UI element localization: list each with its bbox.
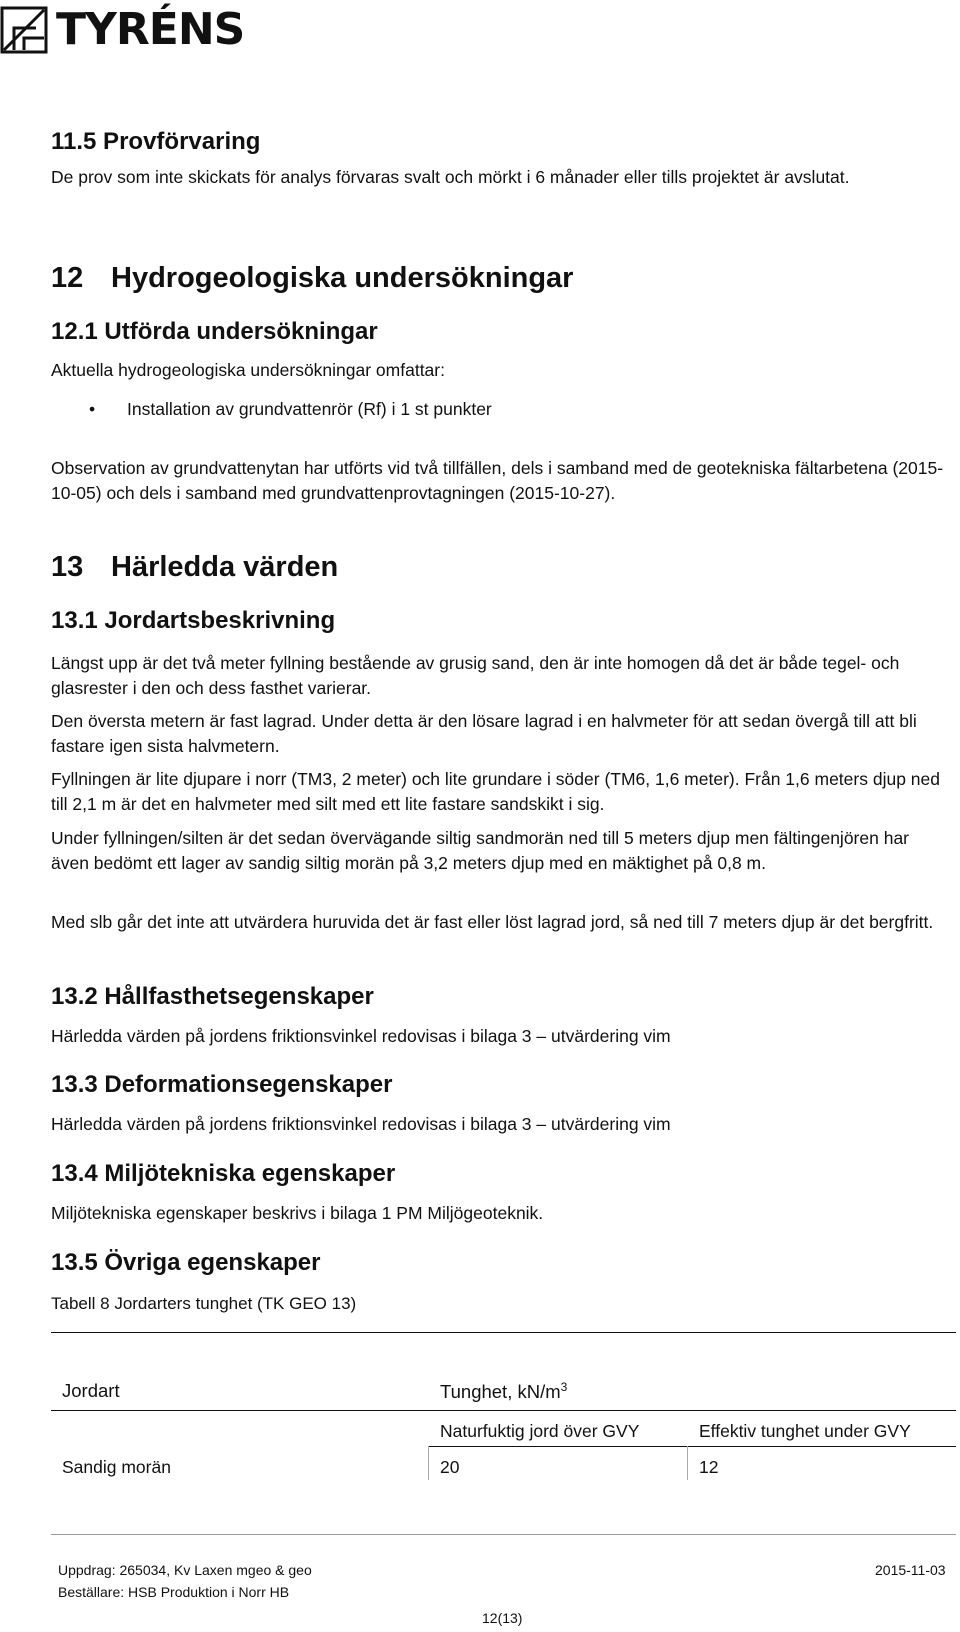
tyrens-logo-icon xyxy=(0,6,48,54)
paragraph-jordart-5: Med slb går det inte att utvärdera huruvida det är fast eller löst lagrad jord, så ned till 7 meters djup är det bergfritt. xyxy=(51,912,934,932)
paragraph-deformation: Härledda värden på jordens friktionsvinkel redovisas i bilaga 3 – utvärdering vim xyxy=(51,1114,671,1134)
heading-13-3: 13.3 Deformationsegenskaper xyxy=(51,1071,393,1098)
tunghet-unit-exponent: 3 xyxy=(560,1380,568,1394)
table-row-value-effective: 12 xyxy=(699,1457,719,1477)
footer-date: 2015-11-03 xyxy=(875,1562,946,1578)
table-row-name: Sandig morän xyxy=(62,1457,171,1477)
table-caption: Tabell 8 Jordarters tunghet (TK GEO 13) xyxy=(51,1294,357,1313)
table-vertical-rule xyxy=(428,1446,429,1480)
paragraph-observation: Observation av grundvattenytan har utförts vid två tillfällen, dels i samband med de geotekniska fältarbetena (2015-10-05) och dels i samband med grundvattenprovtagningen (2015-10-27). xyxy=(51,458,944,503)
paragraph-jordart-2: Den översta metern är fast lagrad. Under detta är den lösare lagrad i en halvmeter för att sedan övergå till att bli fastare igen sista halvmetern. xyxy=(51,711,917,756)
heading-12-title: Hydrogeologiska undersökningar xyxy=(111,262,574,294)
heading-12 xyxy=(51,260,573,296)
footer-client: Beställare: HSB Produktion i Norr HB xyxy=(58,1584,290,1600)
logo-text: TYRÉNS xyxy=(56,4,245,55)
heading-13-title: Härledda värden xyxy=(111,551,339,583)
heading-13-5: 13.5 Övriga egenskaper xyxy=(51,1249,321,1276)
table-subheader-effektiv: Effektiv tunghet under GVY xyxy=(699,1421,911,1441)
heading-12-number: 12 xyxy=(51,262,84,294)
heading-13-2: 13.2 Hållfasthetsegenskaper xyxy=(51,983,374,1010)
company-logo xyxy=(0,4,244,56)
tunghet-label: Tunghet, kN/m xyxy=(440,1381,561,1403)
heading-13-4: 13.4 Miljötekniska egenskaper xyxy=(51,1160,396,1187)
bullet-list xyxy=(51,397,492,422)
heading-13-number: 13 xyxy=(51,551,84,583)
table-header-tunghet xyxy=(440,1380,567,1403)
footer-assignment: Uppdrag: 265034, Kv Laxen mgeo & geo xyxy=(58,1562,312,1578)
table-header-rule xyxy=(51,1410,956,1411)
table-subheader-naturfuktig: Naturfuktig jord över GVY xyxy=(440,1421,640,1441)
table-vertical-rule xyxy=(687,1446,688,1480)
list-item: • Installation av grundvattenrör (Rf) i 1 st punkter xyxy=(51,397,492,422)
paragraph-jordart-1: Längst upp är det två meter fyllning bestående av grusig sand, den är inte homogen då det är både tegel- och glasrester i den och dess fasthet varierar. xyxy=(51,653,900,698)
table-top-rule xyxy=(51,1332,956,1333)
paragraph-jordart-3: Fyllningen är lite djupare i norr (TM3, 2 meter) och lite grundare i söder (TM6, 1,6 meter). Från 1,6 meters djup ned till 2,1 m är det en halvmeter med silt med ett lite fastare sandskikt i sig. xyxy=(51,769,940,814)
paragraph-intro: Aktuella hydrogeologiska undersökningar omfattar: xyxy=(51,360,445,380)
paragraph-jordart-4: Under fyllningen/silten är det sedan övervägande siltig sandmorän ned till 5 meters djup men fältingenjören har även bedömt ett lager av sandig siltig morän på 3,2 meters djup med en mäktighet på 0,8 m. xyxy=(51,828,910,873)
table-row-value-natural: 20 xyxy=(440,1457,460,1477)
heading-13-1: 13.1 Jordartsbeskrivning xyxy=(51,607,336,634)
table-subheader-rule xyxy=(428,1446,956,1447)
paragraph-miljoteknik: Miljötekniska egenskaper beskrivs i bilaga 1 PM Miljögeoteknik. xyxy=(51,1203,544,1223)
footer-rule xyxy=(51,1534,956,1535)
heading-13 xyxy=(51,549,338,585)
heading-11-5: 11.5 Provförvaring xyxy=(51,128,261,155)
heading-12-1: 12.1 Utförda undersökningar xyxy=(51,318,378,345)
paragraph-provforvaring: De prov som inte skickats för analys förvaras svalt och mörkt i 6 månader eller tills projektet är avslutat. xyxy=(51,167,850,187)
footer-page-number: 12(13) xyxy=(482,1610,523,1626)
paragraph-hallfasthet: Härledda värden på jordens friktionsvinkel redovisas i bilaga 3 – utvärdering vim xyxy=(51,1026,671,1046)
table-header-jordart: Jordart xyxy=(62,1380,120,1401)
